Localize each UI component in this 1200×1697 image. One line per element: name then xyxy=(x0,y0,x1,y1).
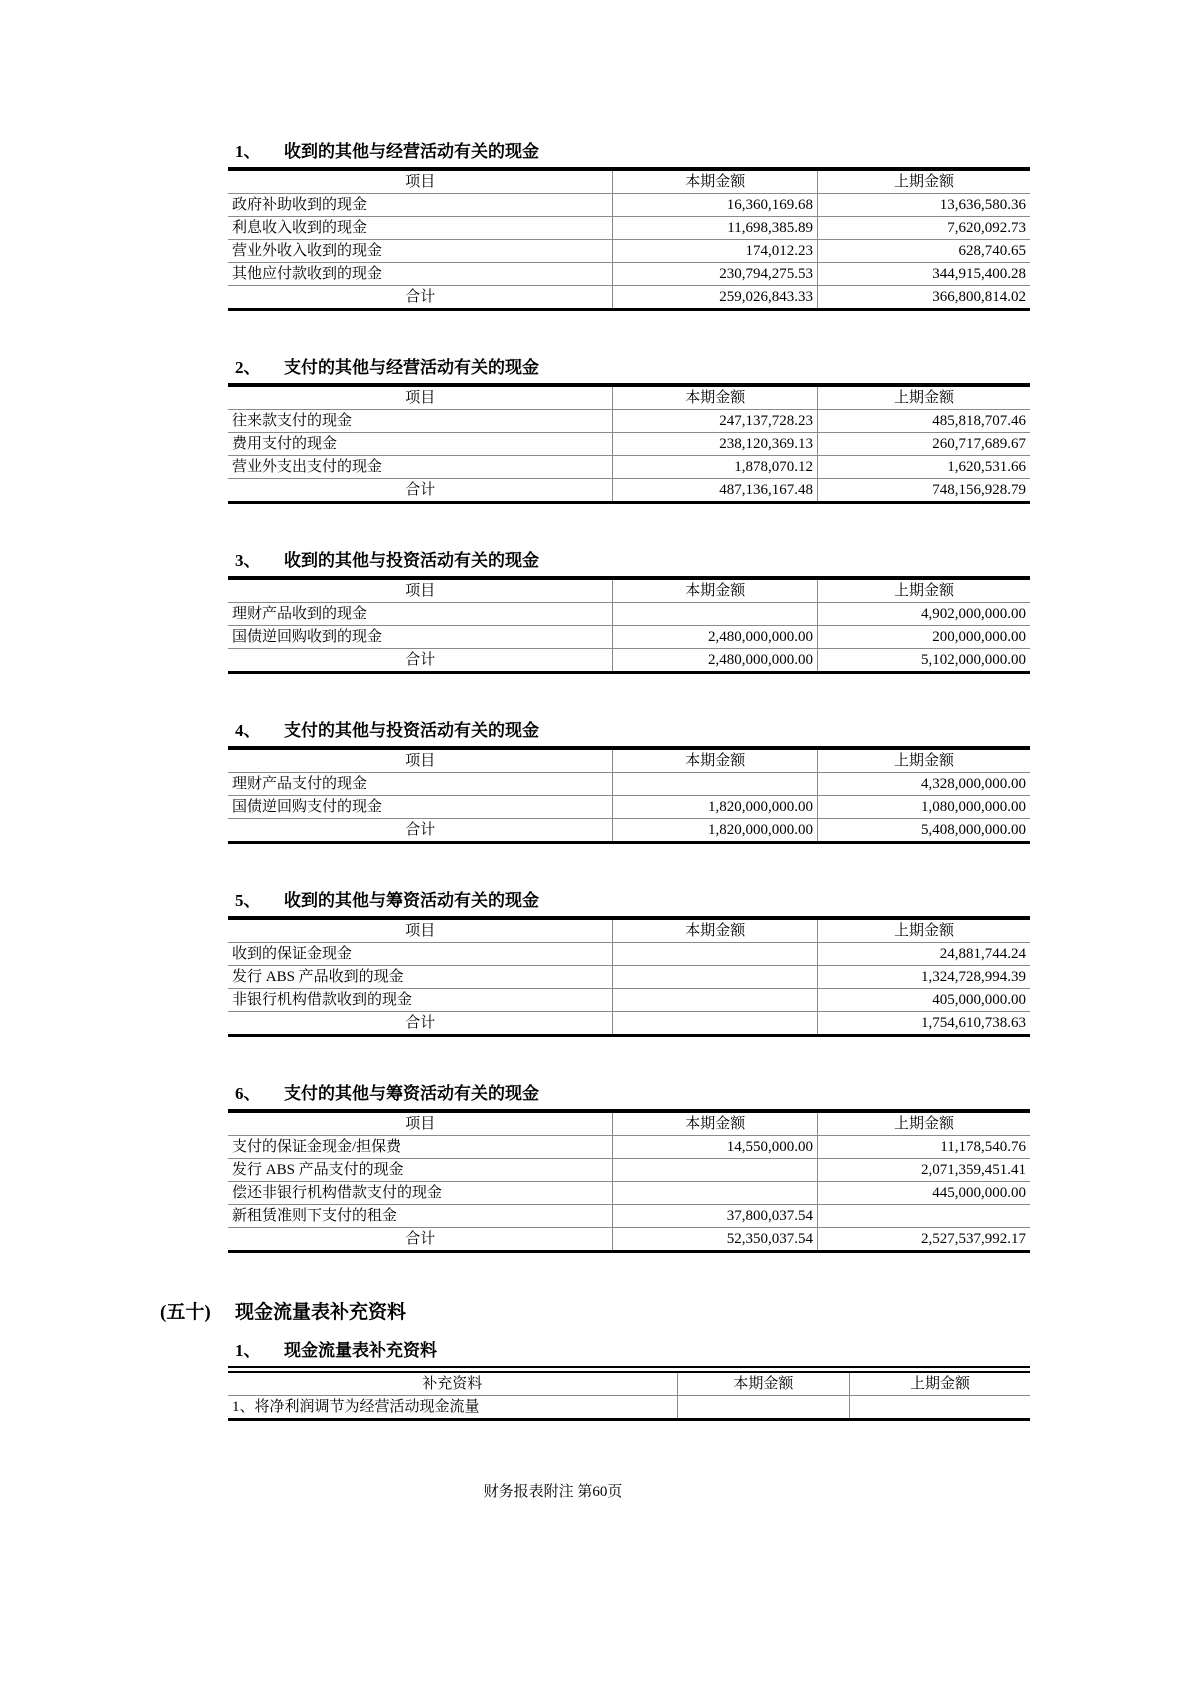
column-header-item: 项目 xyxy=(228,1111,613,1136)
current-amount-cell: 1,878,070.12 xyxy=(613,456,818,479)
table-body xyxy=(228,1136,1030,1252)
prior-amount-cell: 344,915,400.28 xyxy=(817,263,1030,286)
section-number: 3、 xyxy=(235,551,261,570)
section-title-row xyxy=(228,1340,1030,1361)
financial-section xyxy=(228,1083,1030,1253)
financial-table xyxy=(228,167,1030,311)
row-label: 支付的保证金现金/担保费 xyxy=(228,1136,613,1159)
current-amount-cell xyxy=(613,989,818,1012)
row-label: 合计 xyxy=(405,1015,436,1031)
table-header-row xyxy=(228,169,1030,194)
section-number: 5、 xyxy=(235,891,261,910)
current-amount-cell xyxy=(677,1396,849,1420)
row-label: 合计 xyxy=(405,482,436,498)
table-body xyxy=(228,943,1030,1036)
section-title-row xyxy=(228,141,1030,162)
section-title: 现金流量表补充资料 xyxy=(284,1341,437,1360)
table-body xyxy=(228,603,1030,673)
financial-section xyxy=(228,1340,1030,1421)
section-number: 4、 xyxy=(235,721,261,740)
column-header-prior-amount: 上期金额 xyxy=(817,169,1030,194)
column-header-item: 项目 xyxy=(228,385,613,410)
row-label: 理财产品收到的现金 xyxy=(228,603,613,626)
row-label: 费用支付的现金 xyxy=(228,433,613,456)
table-row xyxy=(228,1205,1030,1228)
section-title-row xyxy=(228,890,1030,911)
current-amount-cell: 247,137,728.23 xyxy=(613,410,818,433)
financial-table xyxy=(228,1109,1030,1253)
section-number: 1、 xyxy=(235,1341,261,1360)
current-amount-cell: 37,800,037.54 xyxy=(613,1205,818,1228)
column-header-prior-amount: 上期金额 xyxy=(817,578,1030,603)
current-amount-cell: 487,136,167.48 xyxy=(613,479,818,503)
table-header-row xyxy=(228,748,1030,773)
row-label: 利息收入收到的现金 xyxy=(228,217,613,240)
row-label: 非银行机构借款收到的现金 xyxy=(228,989,613,1012)
row-label: 1、将净利润调节为经营活动现金流量 xyxy=(232,1399,480,1415)
column-header-item: 项目 xyxy=(228,169,613,194)
financial-section xyxy=(228,141,1030,311)
section-50-title: 现金流量表补充资料 xyxy=(235,1302,407,1323)
prior-amount-cell: 1,080,000,000.00 xyxy=(817,796,1030,819)
table-row xyxy=(228,410,1030,433)
current-amount-cell: 2,480,000,000.00 xyxy=(613,649,818,673)
prior-amount-cell: 24,881,744.24 xyxy=(817,943,1030,966)
column-header-current-amount: 本期金额 xyxy=(613,169,818,194)
table-row xyxy=(228,966,1030,989)
column-header-prior-amount: 上期金额 xyxy=(817,918,1030,943)
section-title-row xyxy=(228,720,1030,741)
section-50-number: (五十) xyxy=(160,1302,211,1323)
table-row xyxy=(228,649,1030,673)
row-label: 国债逆回购收到的现金 xyxy=(228,626,613,649)
supplement-table-container xyxy=(228,1340,1030,1421)
financial-table xyxy=(228,746,1030,844)
table-header-row xyxy=(228,385,1030,410)
prior-amount-cell: 4,902,000,000.00 xyxy=(817,603,1030,626)
table-row xyxy=(228,456,1030,479)
table-header-row xyxy=(228,1111,1030,1136)
prior-amount-cell xyxy=(850,1396,1030,1420)
column-header-prior-amount: 上期金额 xyxy=(817,1111,1030,1136)
current-amount-cell: 52,350,037.54 xyxy=(613,1228,818,1252)
row-label: 政府补助收到的现金 xyxy=(228,194,613,217)
current-amount-cell: 11,698,385.89 xyxy=(613,217,818,240)
table-row xyxy=(228,286,1030,310)
prior-amount-cell: 748,156,928.79 xyxy=(817,479,1030,503)
current-amount-cell xyxy=(613,966,818,989)
column-header-item: 项目 xyxy=(228,918,613,943)
row-label: 发行 ABS 产品收到的现金 xyxy=(228,966,613,989)
table-body xyxy=(228,194,1030,310)
section-title: 支付的其他与经营活动有关的现金 xyxy=(284,358,539,377)
table-row xyxy=(228,240,1030,263)
section-title: 收到的其他与经营活动有关的现金 xyxy=(284,142,539,161)
prior-amount-cell: 4,328,000,000.00 xyxy=(817,773,1030,796)
column-header-prior-amount: 上期金额 xyxy=(817,748,1030,773)
column-header-prior-amount: 上期金额 xyxy=(817,385,1030,410)
prior-amount-cell xyxy=(817,1205,1030,1228)
prior-amount-cell: 405,000,000.00 xyxy=(817,989,1030,1012)
table-row xyxy=(228,1012,1030,1036)
row-label: 往来款支付的现金 xyxy=(228,410,613,433)
row-label: 营业外收入收到的现金 xyxy=(228,240,613,263)
prior-amount-cell: 445,000,000.00 xyxy=(817,1182,1030,1205)
current-amount-cell: 238,120,369.13 xyxy=(613,433,818,456)
table-row xyxy=(228,1396,1030,1420)
current-amount-cell xyxy=(613,1182,818,1205)
current-amount-cell: 174,012.23 xyxy=(613,240,818,263)
table-row xyxy=(228,626,1030,649)
prior-amount-cell: 5,102,000,000.00 xyxy=(817,649,1030,673)
section-title-row xyxy=(228,550,1030,571)
table-row xyxy=(228,479,1030,503)
financial-table xyxy=(228,383,1030,504)
current-amount-cell: 1,820,000,000.00 xyxy=(613,796,818,819)
row-label: 合计 xyxy=(405,652,436,668)
table-row xyxy=(228,263,1030,286)
table-row xyxy=(228,1182,1030,1205)
page-content xyxy=(160,141,1030,1421)
column-header-item: 项目 xyxy=(228,578,613,603)
row-label: 国债逆回购支付的现金 xyxy=(228,796,613,819)
prior-amount-cell: 628,740.65 xyxy=(817,240,1030,263)
prior-amount-cell: 5,408,000,000.00 xyxy=(817,819,1030,843)
table-body xyxy=(228,1396,1030,1420)
prior-amount-cell: 2,071,359,451.41 xyxy=(817,1159,1030,1182)
row-label: 偿还非银行机构借款支付的现金 xyxy=(228,1182,613,1205)
table-row xyxy=(228,217,1030,240)
column-header-current-amount: 本期金额 xyxy=(613,578,818,603)
prior-amount-cell: 485,818,707.46 xyxy=(817,410,1030,433)
column-header-item: 补充资料 xyxy=(228,1370,677,1396)
current-amount-cell: 14,550,000.00 xyxy=(613,1136,818,1159)
table-row xyxy=(228,1159,1030,1182)
prior-amount-cell: 11,178,540.76 xyxy=(817,1136,1030,1159)
row-label: 合计 xyxy=(405,289,436,305)
table-row xyxy=(228,989,1030,1012)
row-label: 其他应付款收到的现金 xyxy=(228,263,613,286)
prior-amount-cell: 13,636,580.36 xyxy=(817,194,1030,217)
table-row xyxy=(228,194,1030,217)
table-body xyxy=(228,410,1030,503)
financial-section xyxy=(228,890,1030,1037)
prior-amount-cell: 260,717,689.67 xyxy=(817,433,1030,456)
financial-table xyxy=(228,1366,1030,1421)
table-row xyxy=(228,1228,1030,1252)
table-row xyxy=(228,773,1030,796)
column-header-current-amount: 本期金额 xyxy=(613,748,818,773)
table-header-row xyxy=(228,1370,1030,1396)
table-row xyxy=(228,433,1030,456)
financial-table xyxy=(228,576,1030,674)
current-amount-cell: 1,820,000,000.00 xyxy=(613,819,818,843)
section-title: 收到的其他与筹资活动有关的现金 xyxy=(284,891,539,910)
current-amount-cell xyxy=(613,773,818,796)
financial-section xyxy=(228,720,1030,844)
current-amount-cell xyxy=(613,1159,818,1182)
current-amount-cell xyxy=(613,1012,818,1036)
prior-amount-cell: 366,800,814.02 xyxy=(817,286,1030,310)
financial-table xyxy=(228,916,1030,1037)
column-header-current-amount: 本期金额 xyxy=(613,385,818,410)
page-footer: 财务报表附注 第60页 xyxy=(483,1484,623,1500)
section-title: 支付的其他与筹资活动有关的现金 xyxy=(284,1084,539,1103)
section-number: 2、 xyxy=(235,358,261,377)
column-header-current-amount: 本期金额 xyxy=(677,1370,849,1396)
row-label: 合计 xyxy=(405,1231,436,1247)
table-row xyxy=(228,943,1030,966)
section-title-row xyxy=(228,1083,1030,1104)
table-row xyxy=(228,819,1030,843)
current-amount-cell: 230,794,275.53 xyxy=(613,263,818,286)
column-header-prior-amount: 上期金额 xyxy=(850,1370,1030,1396)
financial-section xyxy=(228,550,1030,674)
row-label: 发行 ABS 产品支付的现金 xyxy=(228,1159,613,1182)
column-header-item: 项目 xyxy=(228,748,613,773)
financial-section xyxy=(228,357,1030,504)
section-number: 6、 xyxy=(235,1084,261,1103)
row-label: 合计 xyxy=(405,822,436,838)
section-50-heading xyxy=(160,1297,1030,1324)
table-row xyxy=(228,1136,1030,1159)
prior-amount-cell: 1,324,728,994.39 xyxy=(817,966,1030,989)
row-label: 营业外支出支付的现金 xyxy=(228,456,613,479)
prior-amount-cell: 1,754,610,738.63 xyxy=(817,1012,1030,1036)
current-amount-cell xyxy=(613,603,818,626)
section-title: 支付的其他与投资活动有关的现金 xyxy=(284,721,539,740)
table-header-row xyxy=(228,918,1030,943)
row-label: 理财产品支付的现金 xyxy=(228,773,613,796)
row-label: 收到的保证金现金 xyxy=(228,943,613,966)
section-title-row xyxy=(228,357,1030,378)
table-body xyxy=(228,773,1030,843)
current-amount-cell: 16,360,169.68 xyxy=(613,194,818,217)
column-header-current-amount: 本期金额 xyxy=(613,1111,818,1136)
table-header-row xyxy=(228,578,1030,603)
table-row xyxy=(228,603,1030,626)
prior-amount-cell: 1,620,531.66 xyxy=(817,456,1030,479)
row-label: 新租赁准则下支付的租金 xyxy=(228,1205,613,1228)
current-amount-cell: 2,480,000,000.00 xyxy=(613,626,818,649)
current-amount-cell: 259,026,843.33 xyxy=(613,286,818,310)
table-row xyxy=(228,796,1030,819)
prior-amount-cell: 2,527,537,992.17 xyxy=(817,1228,1030,1252)
sections-container xyxy=(228,141,1030,1253)
column-header-current-amount: 本期金额 xyxy=(613,918,818,943)
section-number: 1、 xyxy=(235,142,261,161)
prior-amount-cell: 200,000,000.00 xyxy=(817,626,1030,649)
prior-amount-cell: 7,620,092.73 xyxy=(817,217,1030,240)
section-title: 收到的其他与投资活动有关的现金 xyxy=(284,551,539,570)
current-amount-cell xyxy=(613,943,818,966)
